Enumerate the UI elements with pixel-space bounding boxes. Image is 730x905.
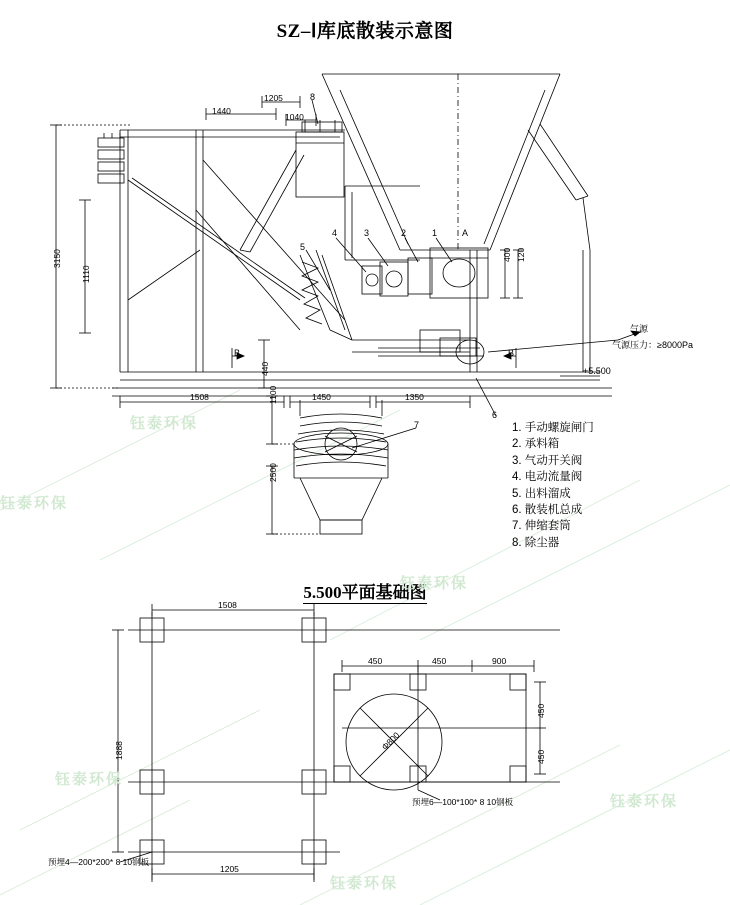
plan-dim-label-1508: 1508: [218, 600, 237, 610]
plan-note-left: 预埋4—200*200* 8 10钢板: [48, 857, 150, 867]
legend-item: 6. 散装机总成: [512, 504, 583, 517]
dim-label-1100: 1100: [268, 385, 278, 404]
plan-dim-label-450a: 450: [368, 656, 383, 666]
callout-3: 3: [364, 228, 370, 238]
dim-label-400: 400: [502, 247, 512, 262]
dim-label-440: 440: [260, 361, 270, 376]
callout-A: A: [462, 228, 469, 238]
plan-title: [0, 578, 730, 603]
pneumatic-valve: [380, 262, 408, 296]
dim-label-1040: 1040: [285, 112, 304, 122]
leader-3: [368, 238, 388, 266]
callout-B-right: B: [508, 348, 515, 358]
callout-1: 1: [432, 228, 438, 238]
receiving-box: [408, 258, 432, 294]
leader-4: [336, 238, 366, 272]
dim-label-3150: 3150: [52, 249, 62, 268]
watermark-guides: [0, 390, 730, 905]
dim-label-1440: 1440: [212, 106, 231, 116]
page-title: SZ–Ⅰ库底散装示意图: [276, 21, 454, 42]
watermark: 钰泰环保: [0, 495, 69, 512]
callout-4: 4: [332, 228, 338, 238]
air-source-label: 气源: [630, 324, 649, 334]
electric-flow-valve: [362, 266, 382, 294]
dim-label-1350: 1350: [405, 392, 424, 402]
plan-dim-label-900: 900: [492, 656, 507, 666]
plan-dim-label-450b: 450: [432, 656, 447, 666]
callout-2: 2: [401, 228, 407, 238]
air-pressure-label: 气源压力：≥8000Pa: [612, 340, 693, 350]
callout-6: 6: [492, 410, 498, 420]
plan-dim-label-450-rb: 450: [536, 749, 546, 764]
watermark: 钰泰环保: [55, 771, 124, 788]
watermark: 钰泰环保: [400, 575, 469, 592]
dim-label-120: 120: [516, 247, 526, 262]
callout-7: 7: [414, 420, 420, 430]
plan-note-right: 预埋6—100*100* 8 10钢板: [412, 797, 514, 807]
callout-5: 5: [300, 242, 306, 252]
plan-dim-label-450-rt: 450: [536, 703, 546, 718]
dim-label-1110: 1110: [81, 265, 91, 283]
legend-item: 7. 伸缩套筒: [512, 520, 571, 533]
legend-item: 4. 电动流量阀: [512, 471, 583, 484]
legend-item: 3. 气动开关阀: [512, 454, 583, 467]
legend-item: 2. 承料箱: [512, 438, 560, 451]
level-label: +5.500: [583, 366, 611, 376]
legend-list: [512, 420, 594, 551]
dim-label-2500: 2500: [268, 463, 278, 482]
callout-B-left: B: [234, 348, 241, 358]
legend-item: 1. 手动螺旋闸门: [512, 422, 594, 434]
plan-title-text: 5.500平面基础图: [303, 583, 427, 602]
dim-label-1508: 1508: [190, 392, 209, 402]
watermark: 钰泰环保: [330, 875, 399, 892]
callout-8: 8: [310, 92, 316, 102]
plan-dim-label-1205: 1205: [220, 864, 239, 874]
dim-label-1205: 1205: [264, 93, 283, 103]
watermark: 钰泰环保: [610, 793, 679, 810]
legend-item: 5. 出料溜成: [512, 487, 571, 500]
watermark: 钰泰环保: [130, 415, 199, 432]
dim-label-1450: 1450: [312, 392, 331, 402]
hand-screw-gate: [430, 248, 488, 298]
dust-collector: [296, 132, 344, 197]
legend-item: 8. 除尘器: [512, 536, 560, 549]
plan-circle-label: Φ800: [379, 730, 402, 752]
plan-dim-label-1888: 1888: [114, 741, 124, 760]
